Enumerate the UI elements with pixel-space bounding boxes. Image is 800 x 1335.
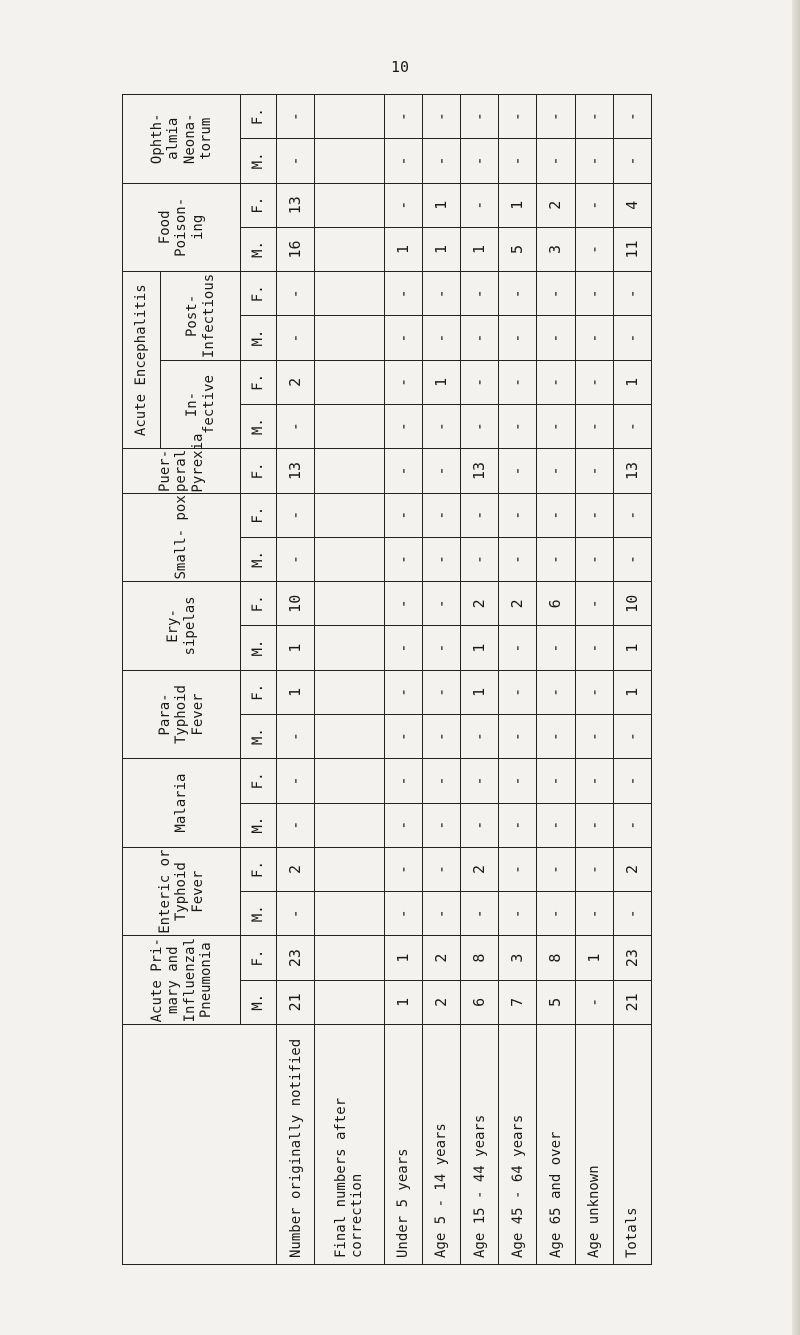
table-cell: - (613, 272, 651, 316)
table-cell: - (613, 316, 651, 360)
notifications-table-container (122, 95, 652, 1265)
header-sex: F. (241, 847, 277, 891)
table-cell: - (537, 715, 575, 759)
table-cell: 1 (461, 670, 499, 714)
header-group: Enteric or Typhoid Fever (123, 847, 241, 936)
table-cell: 1 (613, 626, 651, 670)
table-cell: - (613, 892, 651, 936)
table-cell (315, 936, 384, 980)
table-cell: 2 (499, 582, 537, 626)
table-cell: 1 (613, 360, 651, 404)
header-sex: M. (241, 803, 277, 847)
table-cell: - (461, 405, 499, 449)
table-cell: - (537, 670, 575, 714)
table-cell: - (575, 626, 613, 670)
table-cell: - (384, 670, 422, 714)
table-cell: 6 (461, 980, 499, 1024)
table-cell: - (277, 405, 315, 449)
table-cell: 1 (384, 936, 422, 980)
header-sex: M. (241, 227, 277, 271)
table-cell: 1 (461, 227, 499, 271)
table-cell: - (499, 626, 537, 670)
table-cell: - (575, 537, 613, 581)
table-cell: - (575, 759, 613, 803)
table-cell: - (384, 405, 422, 449)
scan-edge (792, 0, 800, 1335)
table-cell: - (384, 316, 422, 360)
table-cell: - (277, 892, 315, 936)
table-cell: - (422, 759, 460, 803)
table-cell: 1 (422, 227, 460, 271)
header-sex: M. (241, 405, 277, 449)
table-cell: - (537, 139, 575, 183)
table-cell: - (499, 803, 537, 847)
header-sex: M. (241, 316, 277, 360)
table-cell: - (422, 449, 460, 493)
table-cell: - (384, 847, 422, 891)
table-cell (315, 95, 384, 139)
table-cell: - (499, 405, 537, 449)
table-cell: 13 (277, 183, 315, 227)
table-cell: 4 (613, 183, 651, 227)
table-cell: - (422, 582, 460, 626)
row-label: Age unknown (575, 1025, 613, 1265)
table-cell: - (461, 759, 499, 803)
table-cell: - (575, 227, 613, 271)
table-cell: - (575, 892, 613, 936)
table-cell: - (613, 803, 651, 847)
table-cell: 21 (277, 980, 315, 1024)
table-cell: - (575, 183, 613, 227)
table-cell: - (499, 360, 537, 404)
table-cell: - (422, 537, 460, 581)
table-cell: 8 (461, 936, 499, 980)
table-cell: 13 (613, 449, 651, 493)
table-cell: - (277, 493, 315, 537)
table-cell: - (461, 360, 499, 404)
table-cell: - (384, 759, 422, 803)
table-cell: 2 (277, 360, 315, 404)
table-cell: - (461, 139, 499, 183)
table-cell: - (461, 803, 499, 847)
table-cell: - (461, 95, 499, 139)
table-cell: - (384, 272, 422, 316)
table-cell: - (422, 405, 460, 449)
table-cell: 2 (422, 936, 460, 980)
table-cell: - (384, 139, 422, 183)
table-cell: - (575, 95, 613, 139)
table-cell: 10 (277, 582, 315, 626)
table-row (575, 95, 613, 1265)
table-row (613, 95, 651, 1265)
table-cell: - (461, 272, 499, 316)
table-cell: - (499, 892, 537, 936)
header-sex: F. (241, 183, 277, 227)
table-cell: - (499, 316, 537, 360)
table-cell: 3 (537, 227, 575, 271)
table-cell: - (422, 670, 460, 714)
row-label: Totals (613, 1025, 651, 1265)
table-cell: - (575, 405, 613, 449)
table-cell: - (575, 272, 613, 316)
rotated-table (122, 95, 652, 1265)
header-sex: M. (241, 626, 277, 670)
table-cell (315, 360, 384, 404)
table-cell: - (277, 316, 315, 360)
table-cell: - (499, 715, 537, 759)
table-cell: - (422, 272, 460, 316)
notifiable-diseases-table (122, 94, 652, 1265)
table-cell: - (422, 316, 460, 360)
table-cell: 1 (422, 183, 460, 227)
row-label: Age 65 and over (537, 1025, 575, 1265)
table-cell: - (461, 493, 499, 537)
table-cell (315, 227, 384, 271)
table-cell: - (613, 95, 651, 139)
header-group: Ery- sipelas (123, 582, 241, 671)
table-row (461, 95, 499, 1265)
header-group-super: Acute Encephalitis (123, 272, 161, 449)
header-group: Post- Infectious (161, 272, 241, 361)
table-cell: - (277, 759, 315, 803)
row-label: Age 5 - 14 years (422, 1025, 460, 1265)
header-sex: F. (241, 95, 277, 139)
table-cell: 1 (277, 670, 315, 714)
table-cell: - (537, 316, 575, 360)
row-label: Age 15 - 44 years (461, 1025, 499, 1265)
table-cell: - (422, 803, 460, 847)
table-cell (315, 892, 384, 936)
table-cell: 13 (277, 449, 315, 493)
row-label: Number originally notified (277, 1025, 315, 1265)
table-cell: - (499, 95, 537, 139)
table-cell: 5 (499, 227, 537, 271)
table-cell: - (499, 537, 537, 581)
table-cell: - (422, 715, 460, 759)
table-cell (315, 803, 384, 847)
header-sex: F. (241, 670, 277, 714)
table-row (537, 95, 575, 1265)
table-cell: 21 (613, 980, 651, 1024)
table-cell: - (575, 803, 613, 847)
table-cell: 5 (537, 980, 575, 1024)
table-cell: - (384, 582, 422, 626)
table-cell: - (537, 360, 575, 404)
table-cell: 1 (461, 626, 499, 670)
table-cell: - (575, 360, 613, 404)
table-cell: - (499, 759, 537, 803)
header-group: Small- pox (123, 493, 241, 582)
table-cell: - (384, 449, 422, 493)
table-cell: - (384, 803, 422, 847)
row-label: Final numbers after correction (315, 1025, 384, 1265)
table-cell: - (575, 316, 613, 360)
table-cell: - (537, 493, 575, 537)
header-sex: M. (241, 537, 277, 581)
table-cell: - (422, 626, 460, 670)
header-sex: F. (241, 759, 277, 803)
table-cell (315, 759, 384, 803)
table-cell (315, 980, 384, 1024)
table-cell: 1 (384, 980, 422, 1024)
table-cell: - (575, 493, 613, 537)
table-cell: - (537, 847, 575, 891)
table-cell: - (613, 493, 651, 537)
table-cell: - (499, 449, 537, 493)
table-cell: 13 (461, 449, 499, 493)
table-cell: - (537, 272, 575, 316)
table-cell: 1 (277, 626, 315, 670)
table-cell: - (575, 670, 613, 714)
table-cell: - (537, 759, 575, 803)
header-sex: F. (241, 582, 277, 626)
table-cell: - (277, 95, 315, 139)
header-sex: F. (241, 360, 277, 404)
table-cell: - (277, 139, 315, 183)
table-cell: - (384, 715, 422, 759)
table-cell: - (461, 715, 499, 759)
table-cell: 1 (384, 227, 422, 271)
table-cell: - (575, 139, 613, 183)
header-group: In- fective (161, 360, 241, 449)
table-cell: - (575, 980, 613, 1024)
page-number: 10 (390, 58, 410, 76)
table-cell: 2 (461, 847, 499, 891)
table-cell: 8 (537, 936, 575, 980)
table-cell (315, 582, 384, 626)
header-sex: M. (241, 715, 277, 759)
table-cell: - (499, 272, 537, 316)
table-cell: - (277, 537, 315, 581)
table-cell (315, 670, 384, 714)
table-cell: - (499, 847, 537, 891)
table-cell: - (384, 360, 422, 404)
table-cell: - (537, 626, 575, 670)
header-sex: F. (241, 449, 277, 493)
header-group: Food Poison- ing (123, 183, 241, 272)
table-cell: - (499, 670, 537, 714)
table-cell: 1 (575, 936, 613, 980)
table-cell: - (575, 715, 613, 759)
table-cell: - (277, 272, 315, 316)
table-cell: - (422, 892, 460, 936)
table-cell: - (613, 715, 651, 759)
table-cell (315, 493, 384, 537)
table-cell: - (613, 537, 651, 581)
table-cell: - (384, 183, 422, 227)
table-cell: - (461, 537, 499, 581)
table-row (499, 95, 537, 1265)
table-cell: - (384, 493, 422, 537)
header-sex: M. (241, 980, 277, 1024)
table-cell: - (613, 759, 651, 803)
header-group: Malaria (123, 759, 241, 848)
table-cell: 1 (613, 670, 651, 714)
header-group: Ophth- almia Neona- torum (123, 95, 241, 184)
table-cell: 2 (537, 183, 575, 227)
table-cell: 2 (277, 847, 315, 891)
table-cell: - (422, 95, 460, 139)
table-cell: - (575, 847, 613, 891)
table-cell: - (537, 537, 575, 581)
table-cell: - (422, 139, 460, 183)
table-cell: 3 (499, 936, 537, 980)
table-cell (315, 715, 384, 759)
table-cell: - (613, 139, 651, 183)
table-cell: - (499, 139, 537, 183)
table-cell: - (384, 892, 422, 936)
table-cell: 23 (613, 936, 651, 980)
header-sex: F. (241, 936, 277, 980)
table-cell: 2 (461, 582, 499, 626)
row-label: Age 45 - 64 years (499, 1025, 537, 1265)
table-cell: 2 (613, 847, 651, 891)
table-row (315, 95, 384, 1265)
table-cell: - (384, 95, 422, 139)
row-label: Under 5 years (384, 1025, 422, 1265)
table-cell: 16 (277, 227, 315, 271)
table-cell: - (384, 537, 422, 581)
table-cell: - (613, 405, 651, 449)
table-cell: - (537, 449, 575, 493)
table-cell: 7 (499, 980, 537, 1024)
table-cell: - (537, 405, 575, 449)
table-row (277, 95, 315, 1265)
table-cell: - (384, 626, 422, 670)
table-cell: - (277, 803, 315, 847)
header-sex: F. (241, 272, 277, 316)
table-row (384, 95, 422, 1265)
table-cell: - (537, 803, 575, 847)
table-row (422, 95, 460, 1265)
header-sex: F. (241, 493, 277, 537)
table-cell: 1 (499, 183, 537, 227)
header-sex: M. (241, 892, 277, 936)
table-cell: 6 (537, 582, 575, 626)
table-cell: - (422, 847, 460, 891)
table-cell: - (575, 449, 613, 493)
table-cell (315, 183, 384, 227)
table-cell: 2 (422, 980, 460, 1024)
table-cell: - (461, 183, 499, 227)
table-cell: 10 (613, 582, 651, 626)
table-cell: - (277, 715, 315, 759)
table-cell (315, 316, 384, 360)
table-cell: - (499, 493, 537, 537)
table-cell (315, 847, 384, 891)
table-cell: 1 (422, 360, 460, 404)
table-cell: 11 (613, 227, 651, 271)
header-corner (123, 1025, 277, 1265)
header-sex: M. (241, 139, 277, 183)
table-cell (315, 272, 384, 316)
table-cell: - (461, 316, 499, 360)
table-cell: - (537, 892, 575, 936)
table-cell: - (422, 493, 460, 537)
table-cell: - (537, 95, 575, 139)
table-cell (315, 626, 384, 670)
table-cell: - (575, 582, 613, 626)
table-cell (315, 449, 384, 493)
table-cell (315, 139, 384, 183)
header-group: Puer- peral Pyrexia (123, 449, 241, 493)
table-cell (315, 537, 384, 581)
header-group: Acute Pri- mary and Influenzal Pneumonia (123, 936, 241, 1025)
header-group: Para- Typhoid Fever (123, 670, 241, 759)
table-cell (315, 405, 384, 449)
table-cell: 23 (277, 936, 315, 980)
table-cell: - (461, 892, 499, 936)
